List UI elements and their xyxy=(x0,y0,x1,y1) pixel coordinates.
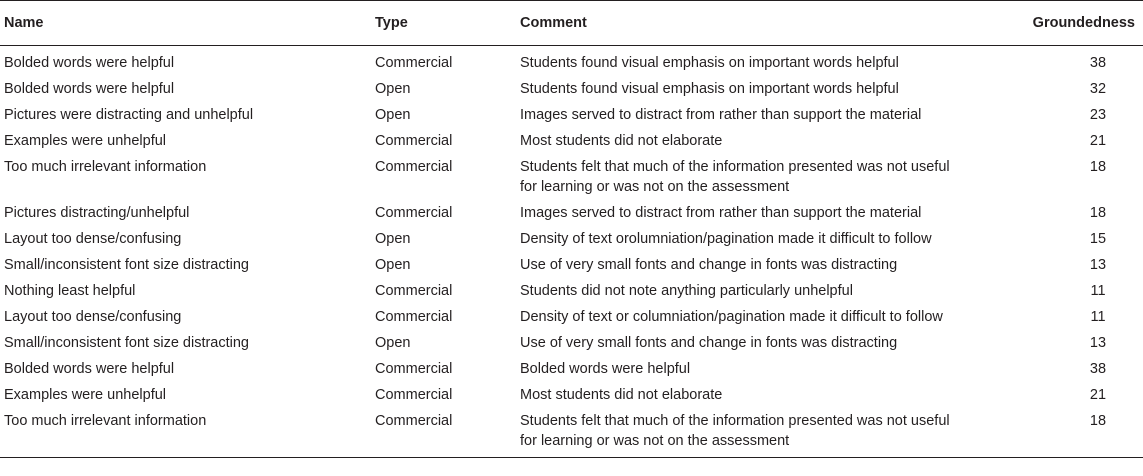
cell-name-text: Pictures distracting/unhelpful xyxy=(4,205,190,221)
cell-type xyxy=(371,408,516,458)
cell-name xyxy=(0,46,371,77)
cell-type xyxy=(371,382,516,408)
cell-groundedness-text: 11 xyxy=(1090,309,1106,325)
cell-comment-text: Use of very small fonts and change in fonts was distracting xyxy=(520,257,898,273)
cell-name xyxy=(0,128,371,154)
cell-comment-text: Students found visual emphasis on important words helpful xyxy=(520,55,899,71)
cell-name-text: Too much irrelevant information xyxy=(4,159,207,175)
header-type: Type xyxy=(371,1,516,46)
cell-groundedness-text: 23 xyxy=(1089,107,1107,123)
cell-groundedness-text: 18 xyxy=(1089,413,1107,429)
cell-comment-text: Density of text or columniation/pagination made it difficult to follow xyxy=(520,309,943,325)
cell-name xyxy=(0,330,371,356)
cell-type-text: Commercial xyxy=(375,159,453,175)
cell-name xyxy=(0,356,371,382)
table-row xyxy=(0,330,1143,356)
header-comment: Comment xyxy=(516,1,1009,46)
cell-comment-text: Density of text orolumniation/pagination made it difficult to follow xyxy=(520,231,932,247)
cell-comment xyxy=(516,200,1009,226)
table-row xyxy=(0,200,1143,226)
cell-groundedness-text: 13 xyxy=(1089,335,1107,351)
cell-groundedness xyxy=(1009,304,1143,330)
cell-type xyxy=(371,226,516,252)
table-row xyxy=(0,46,1143,77)
cell-comment-text: Students did not note anything particularly unhelpful xyxy=(520,283,853,299)
cell-comment xyxy=(516,330,1009,356)
cell-comment xyxy=(516,226,1009,252)
cell-comment xyxy=(516,102,1009,128)
cell-groundedness xyxy=(1009,128,1143,154)
cell-type-text: Commercial xyxy=(375,387,453,403)
header-groundedness: Groundedness xyxy=(1009,1,1143,46)
cell-comment xyxy=(516,408,1009,458)
cell-comment xyxy=(516,128,1009,154)
cell-comment xyxy=(516,46,1009,77)
cell-name-text: Small/inconsistent font size distracting xyxy=(4,257,249,273)
cell-comment xyxy=(516,252,1009,278)
cell-name-text: Bolded words were helpful xyxy=(4,55,175,71)
cell-name xyxy=(0,382,371,408)
cell-groundedness xyxy=(1009,154,1143,200)
cell-comment-text: Images served to distract from rather than support the material xyxy=(520,205,922,221)
cell-groundedness xyxy=(1009,76,1143,102)
cell-type-text: Open xyxy=(375,81,411,97)
cell-groundedness-text: 21 xyxy=(1089,387,1107,403)
cell-groundedness xyxy=(1009,252,1143,278)
cell-name-text: Layout too dense/confusing xyxy=(4,309,182,325)
cell-groundedness xyxy=(1009,330,1143,356)
cell-groundedness-text: 18 xyxy=(1089,205,1107,221)
table-body xyxy=(0,46,1143,458)
cell-type xyxy=(371,128,516,154)
cell-comment xyxy=(516,304,1009,330)
table-row xyxy=(0,102,1143,128)
cell-name-text: Examples were unhelpful xyxy=(4,133,167,149)
cell-type-text: Commercial xyxy=(375,283,453,299)
cell-groundedness xyxy=(1009,226,1143,252)
table-row xyxy=(0,382,1143,408)
cell-comment xyxy=(516,356,1009,382)
table-row xyxy=(0,252,1143,278)
cell-name xyxy=(0,252,371,278)
cell-comment xyxy=(516,154,1009,200)
table-row xyxy=(0,356,1143,382)
cell-type-text: Commercial xyxy=(375,205,453,221)
cell-name xyxy=(0,102,371,128)
cell-name-text: Examples were unhelpful xyxy=(4,387,167,403)
cell-groundedness xyxy=(1009,46,1143,77)
cell-type-text: Open xyxy=(375,335,411,351)
table-row xyxy=(0,226,1143,252)
cell-comment-text: Most students did not elaborate xyxy=(520,133,723,149)
cell-groundedness-text: 38 xyxy=(1089,361,1107,377)
cell-type xyxy=(371,278,516,304)
cell-name-text: Small/inconsistent font size distracting xyxy=(4,335,249,351)
cell-name xyxy=(0,154,371,200)
cell-groundedness xyxy=(1009,408,1143,458)
cell-groundedness-text: 13 xyxy=(1089,257,1107,273)
cell-type-text: Commercial xyxy=(375,309,453,325)
table-row xyxy=(0,76,1143,102)
cell-name-text: Too much irrelevant information xyxy=(4,413,207,429)
cell-comment-text: Students felt that much of the information presented was not useful for learning or was not on the assessment xyxy=(520,413,950,449)
cell-type-text: Open xyxy=(375,231,411,247)
cell-name xyxy=(0,200,371,226)
cell-type xyxy=(371,102,516,128)
cell-type-text: Open xyxy=(375,257,411,273)
cell-type xyxy=(371,76,516,102)
table-row xyxy=(0,128,1143,154)
cell-type-text: Commercial xyxy=(375,55,453,71)
cell-groundedness-text: 11 xyxy=(1090,283,1106,299)
cell-comment-text: Students felt that much of the information presented was not useful for learning or was not on the assessment xyxy=(520,159,950,195)
cell-name-text: Layout too dense/confusing xyxy=(4,231,182,247)
cell-name xyxy=(0,408,371,458)
cell-type-text: Commercial xyxy=(375,361,453,377)
cell-type xyxy=(371,252,516,278)
header-row xyxy=(0,1,1143,46)
cell-type xyxy=(371,356,516,382)
cell-name-text: Nothing least helpful xyxy=(4,283,136,299)
table-row xyxy=(0,304,1143,330)
cell-name-text: Pictures were distracting and unhelpful xyxy=(4,107,254,123)
cell-groundedness-text: 18 xyxy=(1089,159,1107,175)
cell-type xyxy=(371,304,516,330)
cell-groundedness xyxy=(1009,382,1143,408)
cell-type-text: Open xyxy=(375,107,411,123)
cell-type xyxy=(371,200,516,226)
cell-comment-text: Use of very small fonts and change in fonts was distracting xyxy=(520,335,898,351)
cell-type xyxy=(371,46,516,77)
cell-groundedness-text: 21 xyxy=(1089,133,1107,149)
table-row xyxy=(0,408,1143,458)
cell-groundedness xyxy=(1009,278,1143,304)
cell-name xyxy=(0,226,371,252)
cell-groundedness-text: 32 xyxy=(1089,81,1107,97)
table-row xyxy=(0,278,1143,304)
cell-name xyxy=(0,76,371,102)
cell-groundedness-text: 38 xyxy=(1089,55,1107,71)
table-row xyxy=(0,154,1143,200)
cell-name xyxy=(0,278,371,304)
cell-comment-text: Images served to distract from rather than support the material xyxy=(520,107,922,123)
cell-type-text: Commercial xyxy=(375,413,453,429)
cell-name-text: Bolded words were helpful xyxy=(4,81,175,97)
cell-groundedness xyxy=(1009,102,1143,128)
cell-groundedness-text: 15 xyxy=(1089,231,1107,247)
cell-comment-text: Most students did not elaborate xyxy=(520,387,723,403)
cell-comment xyxy=(516,278,1009,304)
cell-name-text: Bolded words were helpful xyxy=(4,361,175,377)
cell-type xyxy=(371,154,516,200)
cell-comment xyxy=(516,76,1009,102)
cell-comment-text: Students found visual emphasis on important words helpful xyxy=(520,81,899,97)
header-name: Name xyxy=(0,1,371,46)
cell-type xyxy=(371,330,516,356)
cell-groundedness xyxy=(1009,200,1143,226)
cell-name xyxy=(0,304,371,330)
cell-type-text: Commercial xyxy=(375,133,453,149)
cell-comment-text: Bolded words were helpful xyxy=(520,361,691,377)
cell-groundedness xyxy=(1009,356,1143,382)
cell-comment xyxy=(516,382,1009,408)
